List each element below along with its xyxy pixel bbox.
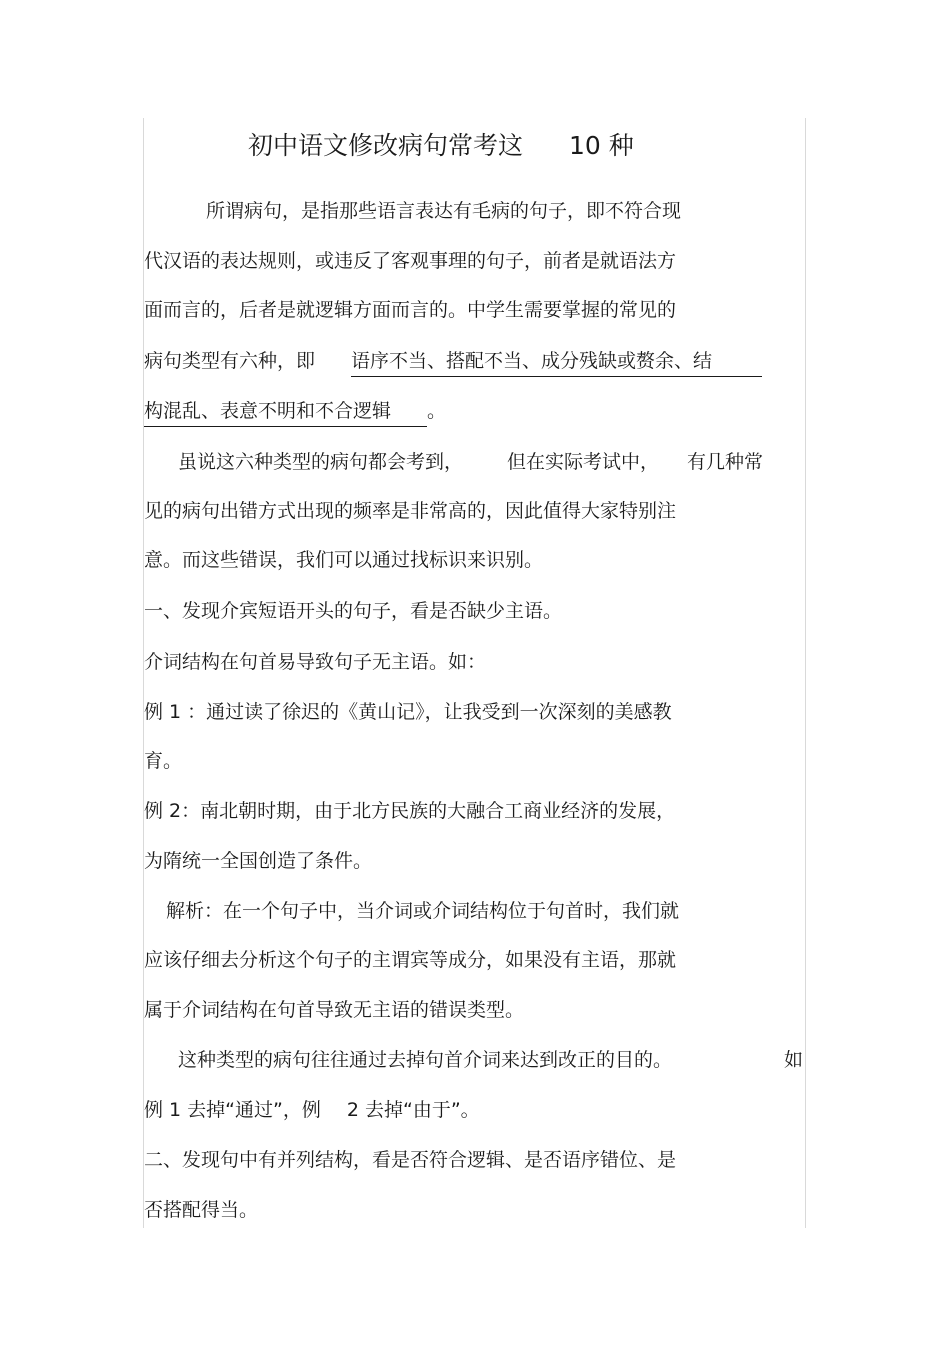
paragraph-line: 面而言的，后者是就逻辑方面而言的。中学生需要掌握的常见的 [144, 299, 677, 321]
paragraph-line: 见的病句出错方式出现的频率是非常高的，因此值得大家特别注 [144, 500, 677, 522]
paragraph-text: 病句类型有六种，即 [144, 350, 316, 372]
example-line: 例 1 ：通过读了徐迟的《黄山记》，让我受到一次深刻的美感教 [144, 701, 672, 723]
paragraph-line [144, 397, 446, 427]
paragraph-text: 虽说这六种类型的病句都会考到， [178, 451, 464, 473]
paragraph-text: 例 1 去掉“通过”，例 [144, 1099, 321, 1121]
paragraph-text: 2 去掉“由于”。 [346, 1099, 480, 1121]
paragraph-line [144, 347, 762, 377]
analysis-line: 应该仔细去分析这个句子的主谓宾等成分，如果没有主语，那就 [144, 949, 677, 971]
paragraph-text: 有几种常 [687, 451, 764, 473]
page-title [248, 128, 634, 164]
example-line: 为隋统一全国创造了条件。 [144, 850, 373, 872]
paragraph-line: 如 [784, 1049, 804, 1071]
paragraph-text: 这种类型的病句往往通过去掉句首介词来达到改正的目的。 [178, 1049, 673, 1071]
paragraph-text: 但在实际考试中， [507, 451, 660, 473]
underlined-text: 语序不当、搭配不当、成分残缺或赘余、结 [351, 347, 762, 377]
analysis-line: 解析：在一个句子中，当介词或介词结构位于句首时，我们就 [166, 900, 680, 922]
paragraph-line: 代汉语的表达规则，或违反了客观事理的句子，前者是就语法方 [144, 250, 677, 272]
paragraph-line [144, 1096, 480, 1124]
paragraph-line: 所谓病句，是指那些语言表达有毛病的句子，即不符合现 [206, 200, 682, 222]
underlined-text: 构混乱、表意不明和不合逻辑 [144, 397, 427, 427]
section-heading: 二、发现句中有并列结构，看是否符合逻辑、是否语序错位、是 [144, 1149, 677, 1171]
right-margin-rule [805, 118, 806, 1228]
example-line: 例 2：南北朝时期，由于北方民族的大融合工商业经济的发展， [144, 800, 676, 822]
title-number: 10 种 [569, 131, 634, 160]
paragraph-text: 。 [427, 400, 447, 422]
paragraph-line: 介词结构在句首易导致句子无主语。如： [144, 651, 487, 673]
paragraph-line [178, 448, 763, 476]
paragraph-line [178, 1046, 672, 1074]
title-text: 初中语文修改病句常考这 [248, 131, 524, 160]
analysis-line: 属于介词结构在句首导致无主语的错误类型。 [144, 999, 525, 1021]
section-heading: 否搭配得当。 [144, 1199, 259, 1221]
paragraph-line: 意。而这些错误，我们可以通过找标识来识别。 [144, 549, 544, 571]
section-heading: 一、发现介宾短语开头的句子，看是否缺少主语。 [144, 600, 563, 622]
example-line: 育。 [144, 750, 183, 772]
